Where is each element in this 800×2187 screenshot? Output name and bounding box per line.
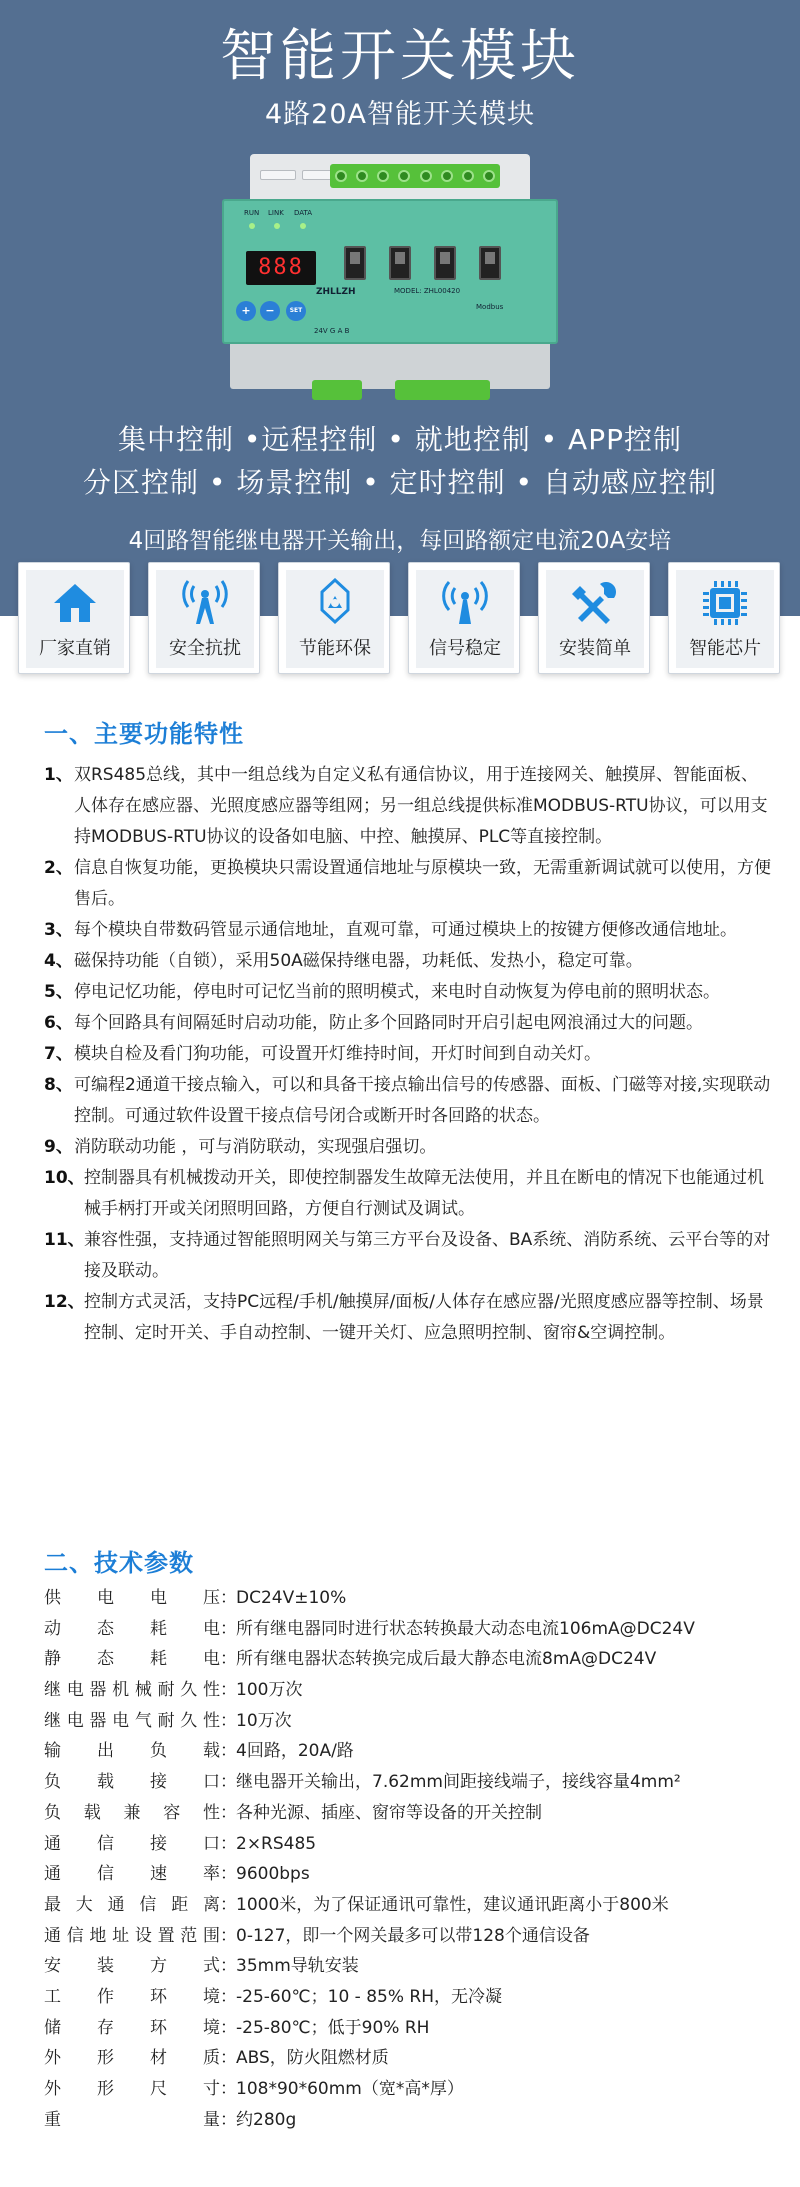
house-icon: [50, 578, 100, 628]
led-dot: [300, 223, 306, 229]
spec-colon: ：: [220, 1864, 237, 1885]
feature-text: 模块自检及看门狗功能，可设置开灯维持时间，开灯时间到自动关灯。: [74, 1044, 601, 1064]
spec-colon: ：: [220, 1772, 237, 1793]
spec-row: [44, 1583, 784, 1614]
spec-list: [44, 1583, 784, 2135]
feature-number: 10、: [44, 1168, 85, 1188]
icon-label: 厂家直销: [39, 638, 111, 659]
feature-text: 停电记忆功能，停电时可记忆当前的照明模式，来电时自动恢复为停电前的照明状态。: [74, 982, 720, 1002]
spec-label: 静态耗电: [44, 1649, 220, 1670]
spec-colon: ：: [220, 2048, 237, 2069]
icon-card-eco: [278, 562, 390, 674]
spec-row: [44, 2105, 784, 2136]
spec-row: [44, 1859, 784, 1890]
spec-value: 1000米，为了保证通讯可靠性，建议通讯距离小于800米: [236, 1894, 669, 1915]
feature-item: [44, 946, 774, 977]
feature-item: [44, 1132, 774, 1163]
spec-row: [44, 2043, 784, 2074]
spec-label: 通信速率: [44, 1864, 220, 1885]
icon-label: 安全抗扰: [169, 638, 241, 659]
icon-card-install: [538, 562, 650, 674]
feature-item: [44, 760, 774, 853]
spec-colon: ：: [220, 1986, 237, 2007]
spec-value: 35mm导轨安装: [236, 1956, 359, 1977]
spec-row: [44, 1767, 784, 1798]
feature-number: 7、: [44, 1044, 73, 1064]
feature-text: 控制方式灵活，支持PC远程/手机/触摸屏/面板/人体存在感应器/光照度感应器等控制、场景控制、定时开关、手自动控制、一键开关灯、应急照明控制、窗帘&空调控制。: [84, 1292, 764, 1343]
spec-label: 通信地址设置范围: [44, 1925, 220, 1946]
spec-colon: ：: [220, 1925, 237, 1946]
spec-row: [44, 1644, 784, 1675]
spec-value: 约280g: [236, 2109, 297, 2130]
device-terminal-bottom: [312, 380, 362, 400]
device-panel: [222, 199, 558, 344]
spec-label: 继电器机械耐久性: [44, 1680, 220, 1701]
feature-number: 5、: [44, 982, 73, 1002]
spec-value: 4回路，20A/路: [236, 1741, 354, 1762]
spec-value: 继电器开关输出，7.62mm间距接线端子，接线容量4mm²: [236, 1772, 681, 1793]
spec-label: 外形材质: [44, 2048, 220, 2069]
signal-icon: [440, 578, 490, 628]
spec-label: 通信接口: [44, 1833, 220, 1854]
spec-row: [44, 1921, 784, 1952]
feature-text: 可编程2通道干接点输入，可以和具备干接点输出信号的传感器、面板、门磁等对接,实现联动控制。可通过软件设置干接点信号闭合或断开时各回路的状态。: [74, 1075, 771, 1126]
spec-value: 9600bps: [236, 1864, 310, 1885]
spec-label: 负载接口: [44, 1772, 220, 1793]
spec-colon: ：: [220, 1588, 237, 1608]
feature-text: 每个模块自带数码管显示通信地址，直观可靠，可通过模块上的按键方便修改通信地址。: [74, 920, 737, 940]
spec-colon: ：: [220, 1649, 237, 1670]
spec-label: 动态耗电: [44, 1618, 220, 1639]
spec-row: [44, 1798, 784, 1829]
feature-number: 3、: [44, 920, 73, 940]
spec-colon: ：: [220, 1956, 237, 1977]
device-terminal-bottom: [395, 380, 490, 400]
hero-note: 4回路智能继电器开关输出，每回路额定电流20A安培: [128, 528, 672, 554]
device-switch: [389, 246, 411, 280]
spec-value: DC24V±10%: [236, 1588, 347, 1608]
spec-value: 2×RS485: [236, 1833, 317, 1854]
device-terminal-top: [330, 164, 500, 188]
spec-label: 外形尺寸: [44, 2079, 220, 2099]
spec-row: [44, 2013, 784, 2044]
spec-row: [44, 2074, 784, 2105]
led-dot: [274, 223, 280, 229]
spec-row: [44, 1890, 784, 1921]
device-label-run: RUN: [244, 209, 260, 217]
led-dot: [249, 223, 255, 229]
feature-text: 每个回路具有间隔延时启动功能，防止多个回路同时开启引起电网浪涌过大的问题。: [74, 1013, 703, 1033]
hero-title: 智能开关模块: [220, 24, 580, 89]
device-switch: [434, 246, 456, 280]
device-tab: [260, 170, 296, 180]
spec-label: 输出负载: [44, 1741, 220, 1762]
spec-colon: ：: [220, 2109, 237, 2130]
spec-row: [44, 1982, 784, 2013]
spec-value: 所有继电器状态转换完成后最大静态电流8mA@DC24V: [236, 1649, 657, 1670]
spec-row: [44, 1706, 784, 1737]
device-modbus-label: Modbus: [476, 303, 504, 311]
recycle-icon: [310, 578, 360, 628]
spec-label: 最大通信距离: [44, 1894, 220, 1915]
feature-icon-row: [18, 562, 782, 674]
feature-number: 1、: [44, 765, 73, 785]
feature-text: 信息自恢复功能，更换模块只需设置通信地址与原模块一致，无需重新调试就可以使用，方便售后。: [74, 858, 771, 909]
device-set-button: SET: [286, 301, 306, 321]
feature-text: 消防联动功能 ，可与消防联动，实现强启强切。: [74, 1137, 437, 1157]
spec-label: 安装方式: [44, 1956, 220, 1977]
feature-item: [44, 1225, 774, 1287]
device-power-label: 24V G A B: [314, 327, 350, 335]
spec-value: -25-60℃；10 - 85% RH，无冷凝: [236, 1986, 502, 2007]
spec-colon: ：: [220, 1802, 237, 1823]
spec-label: 负载兼容性: [44, 1802, 220, 1823]
feature-item: [44, 1163, 774, 1225]
feature-number: 9、: [44, 1137, 73, 1157]
spec-value: 0-127，即一个网关最多可以带128个通信设备: [236, 1925, 590, 1946]
spec-row: [44, 1951, 784, 1982]
icon-label: 安装简单: [559, 638, 631, 659]
spec-label: 工作环境: [44, 1986, 220, 2007]
hero-banner: [0, 0, 800, 616]
chip-icon: [700, 578, 750, 628]
icon-label: 节能环保: [299, 638, 371, 659]
feature-list: [44, 760, 774, 1349]
section-title-specs: 二、技术参数: [44, 1549, 194, 1577]
feature-item: [44, 1008, 774, 1039]
spec-row: [44, 1829, 784, 1860]
section-title-features: 一、主要功能特性: [44, 720, 244, 748]
spec-value: ABS，防火阻燃材质: [236, 2048, 389, 2069]
feature-item: [44, 977, 774, 1008]
feature-item: [44, 1039, 774, 1070]
spec-colon: ：: [220, 1741, 237, 1762]
device-switch: [479, 246, 501, 280]
spec-label: 储存环境: [44, 2017, 220, 2038]
feature-number: 12、: [44, 1292, 85, 1312]
feature-text: 兼容性强，支持通过智能照明网关与第三方平台及设备、BA系统、消防系统、云平台等的对接及联动。: [84, 1230, 771, 1281]
spec-value: 108*90*60mm（宽*高*厚）: [236, 2079, 464, 2099]
spec-colon: ：: [220, 2017, 237, 2038]
hero-subtitle: 4路20A智能开关模块: [264, 99, 535, 130]
icon-label: 智能芯片: [689, 638, 761, 659]
spec-label: 继电器电气耐久性: [44, 1710, 220, 1731]
features-line-2: 分区控制 • 场景控制 • 定时控制 • 自动感应控制: [83, 466, 717, 499]
spec-colon: ：: [220, 1894, 237, 1915]
spec-label: 重量: [44, 2109, 220, 2130]
device-minus-button: −: [260, 301, 280, 321]
spec-value: 10万次: [236, 1710, 292, 1731]
spec-label: 供电电压: [44, 1588, 220, 1608]
spec-row: [44, 1675, 784, 1706]
device-label-data: DATA: [294, 209, 313, 217]
spec-colon: ：: [220, 1618, 237, 1639]
spec-value: 各种光源、插座、窗帘等设备的开关控制: [236, 1802, 542, 1823]
device-brand: ZHLLZH: [316, 287, 356, 297]
feature-item: [44, 1287, 774, 1349]
icon-card-factory: [18, 562, 130, 674]
device-label-link: LINK: [268, 209, 284, 217]
spec-colon: ：: [220, 1710, 237, 1731]
spec-value: 100万次: [236, 1680, 303, 1701]
feature-item: [44, 853, 774, 915]
icon-card-chip: [668, 562, 780, 674]
feature-text: 控制器具有机械拨动开关，即使控制器发生故障无法使用，并且在断电的情况下也能通过机械手柄打开或关闭照明回路，方便自行测试及调试。: [84, 1168, 764, 1219]
feature-number: 11、: [44, 1230, 85, 1250]
device-rail: [230, 339, 550, 389]
device-illustration: [220, 144, 560, 399]
feature-item: [44, 915, 774, 946]
feature-item: [44, 1070, 774, 1132]
antenna-icon: [180, 578, 230, 628]
spec-value: 所有继电器同时进行状态转换最大动态电流106mA@DC24V: [236, 1618, 695, 1639]
spec-colon: ：: [220, 1680, 237, 1701]
icon-card-safety: [148, 562, 260, 674]
spec-colon: ：: [220, 1833, 237, 1854]
feature-number: 8、: [44, 1075, 73, 1095]
feature-text: 双RS485总线，其中一组总线为自定义私有通信协议，用于连接网关、触摸屏、智能面板、人体存在感应器、光照度感应器等组网；另一组总线提供标准MODBUS-RTU协议，可以用支持MODBUS-RTU协议的设备如电脑、中控、触摸屏、PLC等直接控制。: [74, 765, 768, 847]
spec-row: [44, 1614, 784, 1645]
icon-card-signal: [408, 562, 520, 674]
spec-value: -25-80℃；低于90% RH: [236, 2017, 430, 2038]
device-led-display: 888: [246, 251, 316, 285]
device-plus-button: +: [236, 301, 256, 321]
spec-row: [44, 1736, 784, 1767]
feature-number: 2、: [44, 858, 73, 878]
tools-icon: [570, 578, 620, 628]
device-switch: [344, 246, 366, 280]
feature-number: 4、: [44, 951, 73, 971]
icon-label: 信号稳定: [429, 638, 501, 659]
device-model: MODEL: ZHL00420: [394, 287, 461, 295]
spec-colon: ：: [220, 2079, 237, 2099]
features-line-1: 集中控制 •远程控制 • 就地控制 • APP控制: [118, 423, 682, 456]
feature-text: 磁保持功能（自锁），采用50A磁保持继电器，功耗低、发热小，稳定可靠。: [74, 951, 643, 971]
feature-number: 6、: [44, 1013, 73, 1033]
